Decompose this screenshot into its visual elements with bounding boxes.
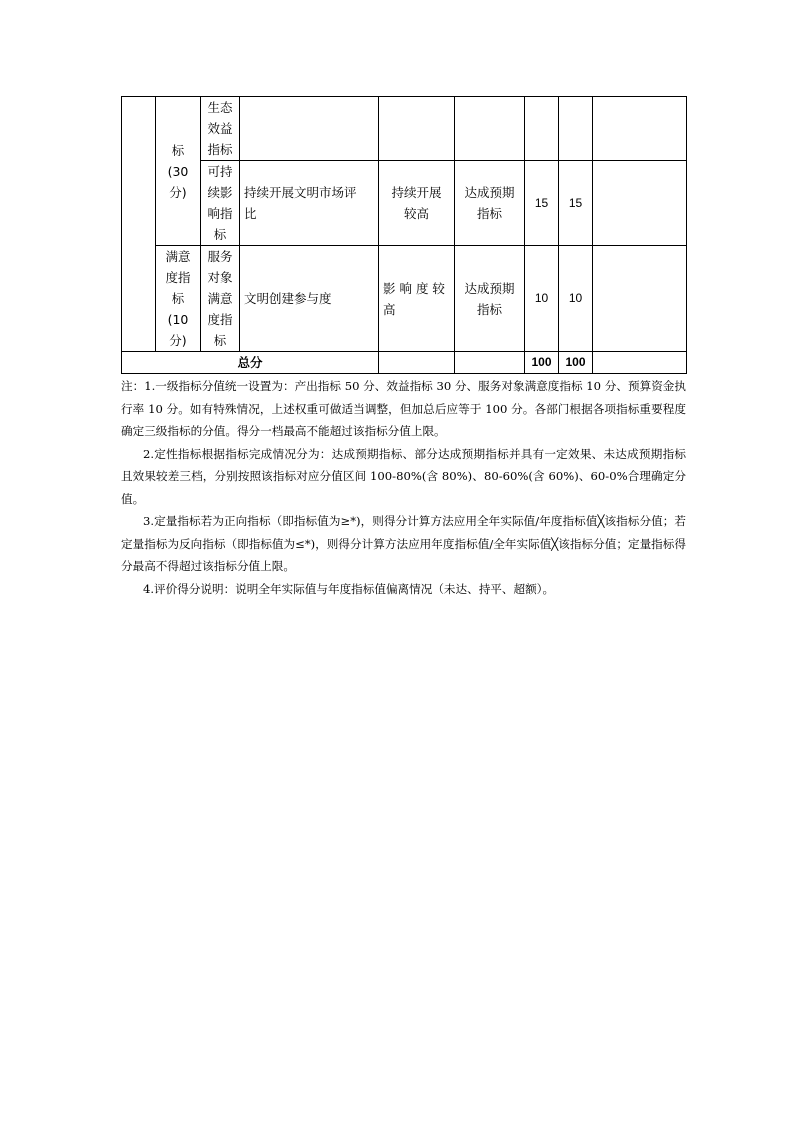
level3-cell: 服务 对象 满意 度指 标	[201, 246, 240, 352]
level1-cell	[122, 97, 156, 352]
total-remark-cell	[593, 352, 687, 374]
note-2: 2.定性指标根据指标完成情况分为：达成预期指标、部分达成预期指标并具有一定效果、未达成预期指标且效果较差三档，分别按照该指标对应分值区间 100-80%(含 80%)、80-60%(含 60%)、60-0%合理确定分值。	[121, 446, 686, 506]
full-score-cell: 10	[525, 246, 559, 352]
table-row	[122, 161, 687, 246]
result-cell	[455, 97, 525, 161]
level2-cell: 满意 度指 标 (10 分)	[156, 246, 201, 352]
note-1: 注：1.一级指标分值统一设置为：产出指标 50 分、效益指标 30 分、服务对象满意度指标 10 分、预算资金执行率 10 分。如有特殊情况，上述权重可做适当调整，但加总后应等于 100 分。各部门根据各项指标重要程度确定三级指标的分值。得分一档最高不能超过该指标分值上限。	[121, 379, 686, 438]
remark-cell	[593, 161, 687, 246]
target-cell	[379, 97, 455, 161]
total-score: 100	[559, 352, 593, 374]
score-cell: 10	[559, 246, 593, 352]
level2-cell: 标 (30 分)	[156, 97, 201, 246]
total-label: 总分	[122, 352, 379, 374]
total-row	[122, 352, 687, 374]
note-3: 3.定量指标若为正向指标（即指标值为≥*)，则得分计算方法应用全年实际值/年度指标值╳该指标分值；若定量指标为反向指标（即指标值为≤*)，则得分计算方法应用年度指标值/全年实际值╳该指标分值；定量指标得分最高不得超过该指标分值上限。	[121, 514, 686, 573]
target-cell: 影 响 度 较 高	[379, 246, 455, 352]
performance-table	[121, 96, 687, 374]
table-row	[122, 246, 687, 352]
score-cell	[559, 97, 593, 161]
remark-cell	[593, 246, 687, 352]
level3-cell: 可持 续影 响指 标	[201, 161, 240, 246]
total-result-cell	[455, 352, 525, 374]
notes-section	[121, 375, 686, 600]
indicator-cell: 持续开展文明市场评 比	[240, 161, 379, 246]
note-4: 4.评价得分说明：说明全年实际值与年度指标值偏离情况（未达、持平、超额）。	[143, 581, 555, 596]
remark-cell	[593, 97, 687, 161]
result-cell: 达成预期 指标	[455, 161, 525, 246]
total-full-score: 100	[525, 352, 559, 374]
indicator-cell: 文明创建参与度	[240, 246, 379, 352]
score-cell: 15	[559, 161, 593, 246]
level3-cell: 生态 效益 指标	[201, 97, 240, 161]
total-target-cell	[379, 352, 455, 374]
table-row	[122, 97, 687, 161]
target-cell: 持续开展 较高	[379, 161, 455, 246]
full-score-cell: 15	[525, 161, 559, 246]
result-cell: 达成预期 指标	[455, 246, 525, 352]
indicator-cell	[240, 97, 379, 161]
full-score-cell	[525, 97, 559, 161]
